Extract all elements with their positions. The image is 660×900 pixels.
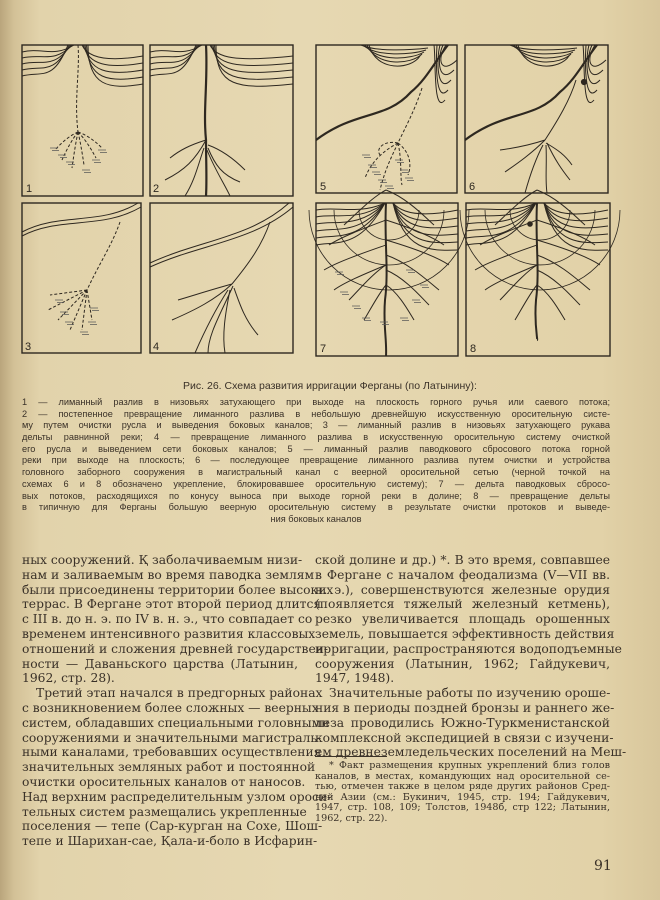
dashed-stream-branch <box>87 290 92 320</box>
panel-frame-4 <box>150 203 293 353</box>
marsh-hatch <box>352 306 361 309</box>
dashed-stream <box>77 45 79 132</box>
marsh-hatch <box>98 150 107 153</box>
text-line: резко увеличивается площадь орошенных <box>315 612 610 627</box>
text-line: террас. В Фергане этот второй период длится <box>22 597 322 612</box>
panel-frame-5 <box>316 45 457 193</box>
text-line: с возникновением более сложных — веерных <box>22 700 319 715</box>
marsh-hatch <box>405 178 414 181</box>
marsh-hatch <box>90 308 99 311</box>
fan-arc <box>359 210 419 240</box>
caption-line: 2 — постепенное превращение лиманного разлива в небольшую древнейшую искусственную оросительную систе- <box>22 408 610 419</box>
dashed-stream-branch <box>48 290 87 310</box>
marsh-hatch <box>372 172 381 175</box>
contour-line <box>466 203 536 224</box>
fan-arc <box>334 210 444 265</box>
contour-line <box>210 45 293 59</box>
delta-channel <box>537 220 595 245</box>
dashed-stream-branch <box>398 143 402 185</box>
contour-line <box>590 45 606 66</box>
delta-channel <box>515 285 537 320</box>
panel-number-label: 4 <box>153 341 160 353</box>
marsh-hatch <box>340 292 349 295</box>
contour-line <box>82 45 143 59</box>
footnote-line: * Факт размещения крупных укреплений близ голов <box>329 760 610 771</box>
text-line: Третий этап начался в предгорных районах <box>36 686 323 701</box>
side-canal <box>546 145 547 193</box>
marsh-hatch <box>362 155 371 158</box>
fan-arc <box>485 210 595 265</box>
text-line: тепе и Шарихан-сае, Қала-и-боло в Исфарин- <box>22 834 318 849</box>
text-line: 1947, 1948). <box>315 671 395 686</box>
side-canal <box>185 148 204 196</box>
panel-number-label: 2 <box>153 183 160 195</box>
text-line: тельных систем размещались укрепленные <box>22 804 307 819</box>
body-column-left <box>22 553 334 849</box>
panel-number-label: 7 <box>320 343 327 355</box>
text-line: ирригации, распространяются водоподъемные <box>315 641 622 656</box>
side-canal <box>546 143 572 165</box>
contour-line <box>87 45 144 79</box>
text-line: ными каналами, требовавших осуществления <box>22 745 322 760</box>
canal <box>232 222 270 284</box>
text-line: отношений и сложения древней государствен- <box>22 641 329 656</box>
caption-line: дельты равнинной реки; 4 — превращение лиманного разлива в искусственную оросительную систему очисткой <box>22 432 610 443</box>
marsh-hatch <box>50 148 59 151</box>
text-line: (появляется тяжелый железный кетмень), <box>315 597 610 612</box>
contour-line <box>361 45 428 50</box>
contour-line <box>466 203 536 238</box>
caption-line: вых потоков, расходящихся по конусу выноса при выходе горной реки в долине; 8 — превращение дельты <box>22 490 610 501</box>
side-canal <box>172 284 232 320</box>
footnote-line: каналов, в местах, командующих над оросительной се- <box>315 770 610 782</box>
contour-line <box>369 45 420 66</box>
contour-line <box>439 45 454 75</box>
irrigation-schema-figure <box>0 0 660 370</box>
side-canal <box>547 143 570 180</box>
side-canal <box>207 150 230 196</box>
footnote-line: тью, отмечен также в целом ряде других районов Сред- <box>315 781 610 793</box>
caption-line: схемах 6 и 8 обозначено укрепление, блокировавшее оросительную систему); 7 — дельта паводковых сбросо- <box>22 478 610 489</box>
marsh-hatch <box>362 318 371 321</box>
main-stream <box>384 203 386 356</box>
footnote-line: 1962, стр. 22). <box>315 812 388 824</box>
marsh-hatch <box>82 170 91 173</box>
caption-line: ния боковых каналов <box>270 513 362 524</box>
text-line: с III в. до н. э. по IV в. н. э., что совпадает со <box>22 612 313 627</box>
text-line: сооружения (Латынин, 1962; Гайдукевич, <box>315 656 610 671</box>
marsh-hatch <box>80 332 89 335</box>
delta-channel <box>475 245 537 270</box>
caption-line: реки при выходе на плоскость; 6 — последующее превращение лиманного разлива путем очистки и устройства <box>22 455 610 466</box>
dashed-stream-branch <box>62 132 78 160</box>
panel-frame-3 <box>22 203 141 353</box>
footnote-line: ней Азии (см.: Букинич, 1945, стр. 194; Гайдукевич, <box>315 791 610 803</box>
caption-line: му путем очистки русла и выведения боковых каналов; 3 — лиманный разлив в низовьях затухающего рукава <box>22 420 610 431</box>
delta-channel <box>386 220 444 245</box>
text-line: н. э.), совершенствуются железные орудия <box>315 582 610 597</box>
side-canal <box>234 288 258 335</box>
dashed-stream-branch <box>72 132 78 168</box>
contour-line <box>544 203 608 214</box>
delta-channel <box>537 190 585 225</box>
marsh-hatch <box>420 285 429 288</box>
side-canal <box>500 140 545 150</box>
text-line: значительных земляных работ и постоянной <box>22 760 316 775</box>
text-line: систем, обладавших специальными головными <box>22 715 330 730</box>
footnote-divider <box>315 756 387 757</box>
text-line: ных сооружений. Қ заболачиваемым низи- <box>22 553 303 567</box>
canal <box>545 80 576 140</box>
marsh-hatch <box>400 170 409 173</box>
marsh-hatch <box>88 322 97 325</box>
river-bank <box>150 203 289 263</box>
dashed-stream-branch <box>380 143 398 190</box>
text-line: ния в периоды поздней бронзы и раннего же- <box>315 700 615 715</box>
fortification-dot <box>581 79 586 84</box>
delta-channel <box>334 265 386 290</box>
body-column-right <box>315 553 627 760</box>
contour-line <box>393 203 458 214</box>
panel-number-label: 1 <box>26 183 33 195</box>
side-canal <box>505 140 545 172</box>
panel-number-label: 5 <box>320 181 327 193</box>
dashed-stream-branch <box>58 290 87 320</box>
dashed-stream-branch <box>78 132 102 148</box>
text-line: нам и заливаемым во время паводка землям <box>22 567 315 582</box>
text-line: очистки оросительных каналов от наносов. <box>22 774 306 789</box>
caption-line: головного заборного сооружения в магистральный канал с веерной оросительной сетью (черной точкой на <box>22 467 610 478</box>
marsh-hatch <box>368 165 377 168</box>
side-canal <box>208 145 245 170</box>
dashed-stream-branch <box>365 143 398 178</box>
caption-line: в типичную для Ферганы большую веерную оросительную систему в результате очистки протоков и выведе- <box>22 502 610 513</box>
contour-line <box>393 203 458 228</box>
text-line: сооружениями и значительными магистраль- <box>22 730 322 745</box>
contour-line <box>150 45 196 76</box>
text-line: Значительные работы по изучению ороше- <box>329 686 611 701</box>
caption-line: его русла и выведением сети боковых каналов; 5 — лиманный разлив паводкового сбросового потока горной <box>22 443 610 454</box>
marsh-hatch <box>385 186 394 189</box>
contour-line <box>22 45 68 76</box>
main-stream <box>205 45 206 196</box>
contour-line <box>316 203 385 238</box>
marsh-hatch <box>400 318 409 321</box>
panel-number-label: 8 <box>470 343 477 355</box>
main-stream <box>535 203 537 340</box>
delta-channel <box>364 285 386 320</box>
dashed-stream <box>398 88 422 143</box>
marsh-hatch <box>412 300 421 303</box>
dashed-stream-branch <box>55 132 78 150</box>
side-canal <box>178 284 232 300</box>
contour-line <box>588 45 603 75</box>
delta-channel <box>485 265 537 290</box>
footnote-line: 1947, стр. 108, 109; Толстов, 1948б, стр 122; Латынин, <box>315 802 610 814</box>
text-line: поселения — тепе (Сар-курган на Сохе, Шош- <box>22 819 323 834</box>
delta-channel <box>329 220 386 245</box>
text-line: в Фергане с началом феодализма (V—VII вв. <box>315 567 610 582</box>
marsh-hatch <box>92 160 101 163</box>
panel-number-label: 6 <box>469 181 476 193</box>
text-line: были присоединены территории более высоких <box>22 582 334 597</box>
figure-caption-title: Рис. 26. Схема развития ирригации Ферганы (по Латынину): <box>183 380 477 392</box>
text-line: ем древнеземледельческих поселений на Меш- <box>315 745 627 760</box>
text-line: 1962, стр. 28). <box>22 671 115 686</box>
figure-caption <box>22 397 610 526</box>
side-canal <box>525 145 543 193</box>
marsh-hatch <box>66 162 75 165</box>
delta-channel <box>386 190 434 225</box>
contour-line <box>316 203 385 217</box>
contour-line <box>518 45 569 66</box>
marsh-hatch <box>58 155 67 158</box>
text-line: комплексной экспедицией в связи с изучени- <box>315 730 614 745</box>
page-number: 91 <box>594 858 612 874</box>
contour-line <box>441 45 457 66</box>
fortification-dot <box>528 222 533 227</box>
text-line: ской долине и др.) *. В это время, совпавшее <box>315 553 610 567</box>
delta-channel <box>324 245 386 270</box>
river-bank <box>22 207 141 236</box>
text-line: земель, повышается эффективность действия <box>315 626 615 641</box>
text-line: Над верхним распределительным узлом ороси- <box>22 789 332 804</box>
text-line: ности — Даваньского царства (Латынин, <box>22 656 298 671</box>
caption-line: 1 — лиманный разлив в низовьях затухающего при выходе на плоскость горного ручья или саевого потока; <box>22 397 610 407</box>
footnote <box>315 761 610 825</box>
dashed-stream-branch <box>78 132 96 158</box>
panel-number-label: 3 <box>25 341 32 353</box>
fan-arc <box>510 210 570 240</box>
marsh-hatch <box>395 160 404 163</box>
river-bank <box>22 203 138 232</box>
text-line: леза проводились Южно-Туркменистанской <box>315 715 610 730</box>
dashed-stream <box>87 222 120 290</box>
text-line: временем интенсивного развития классовых <box>22 626 316 641</box>
contour-line <box>510 45 577 50</box>
